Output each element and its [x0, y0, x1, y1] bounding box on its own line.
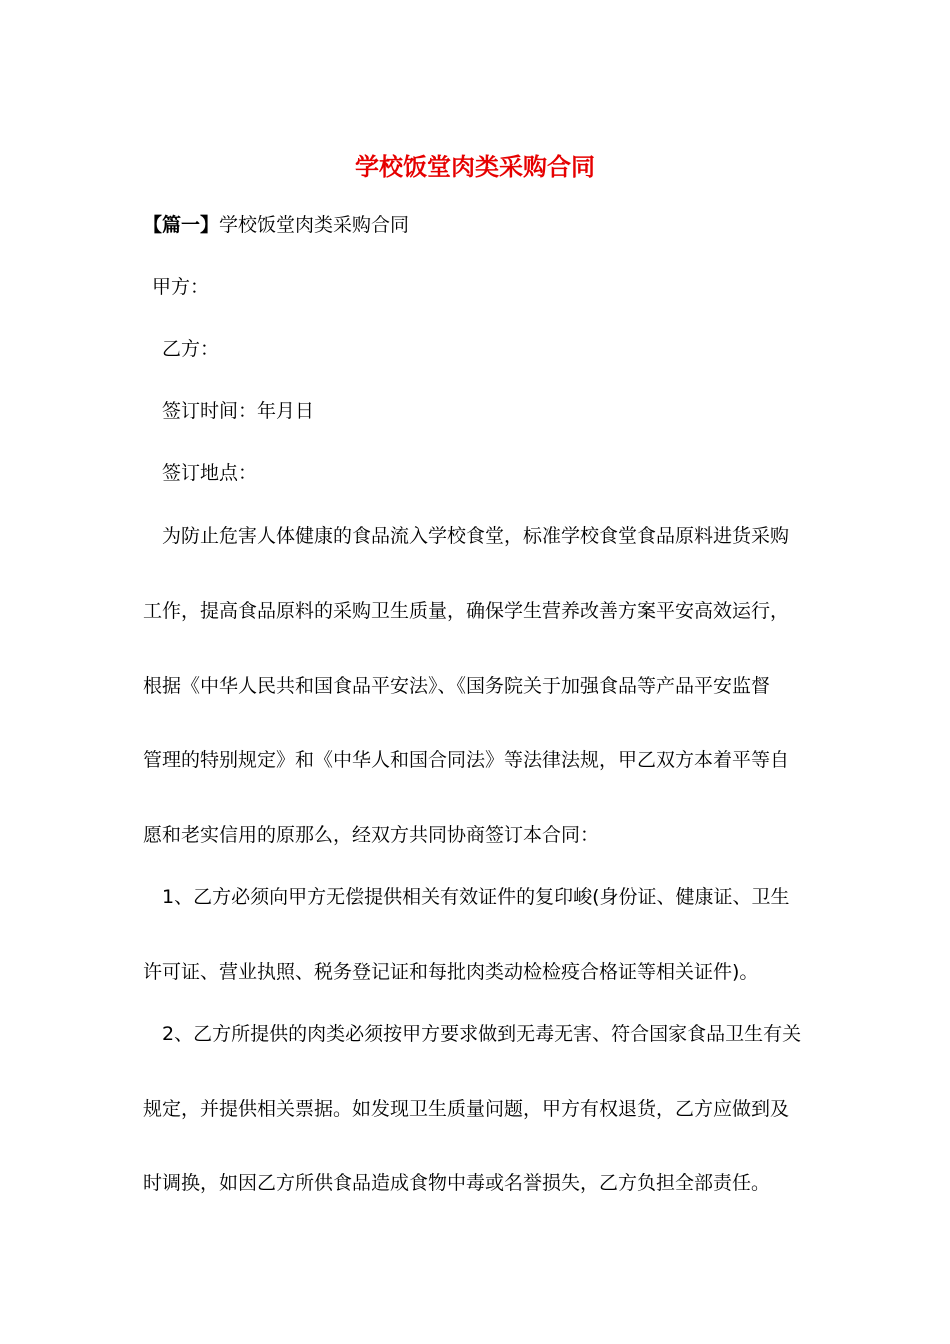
clause-1-line-2: 许可证、营业执照、税务登记证和每批肉类动检检疫合格证等相关证件)。 [143, 961, 759, 983]
preamble-line-1: 为防止危害人体健康的食品流入学校食堂，标准学校食堂食品原料进货采购 [162, 525, 790, 547]
party-a-label: 甲方： [152, 276, 210, 298]
section-heading-text: 学校饭堂肉类采购合同 [219, 214, 410, 236]
preamble-line-5: 愿和老实信用的原那么，经双方共同协商签订本合同： [143, 824, 600, 846]
document-title: 学校饭堂肉类采购合同 [355, 153, 595, 181]
section-heading [143, 212, 409, 238]
sign-place-label: 签订地点： [162, 462, 258, 484]
sign-time-label: 签订时间：年月日 [162, 400, 315, 422]
preamble-line-4: 管理的特别规定》和《中华人和国合同法》等法律法规，甲乙双方本着平等自 [143, 749, 790, 771]
clause-1-line-1: 1、乙方必须向甲方无偿提供相关有效证件的复印峻(身份证、健康证、卫生 [162, 886, 790, 908]
clause-2-line-3: 时调换，如因乙方所供食品造成食物中毒或名誉损失，乙方负担全部责任。 [143, 1172, 771, 1194]
preamble-line-3: 根据《中华人民共和国食品平安法》、《国务院关于加强食品等产品平安监督 [143, 675, 771, 697]
party-b-label: 乙方： [162, 338, 220, 360]
clause-2-line-2: 规定，并提供相关票据。如发现卫生质量问题，甲方有权退货，乙方应做到及 [143, 1098, 790, 1120]
clause-2-line-1: 2、乙方所提供的肉类必须按甲方要求做到无毒无害、符合国家食品卫生有关 [162, 1023, 802, 1045]
preamble-line-2: 工作，提高食品原料的采购卫生质量，确保学生营养改善方案平安高效运行， [143, 600, 790, 622]
section-heading-bracket: 【篇一】 [143, 214, 220, 236]
